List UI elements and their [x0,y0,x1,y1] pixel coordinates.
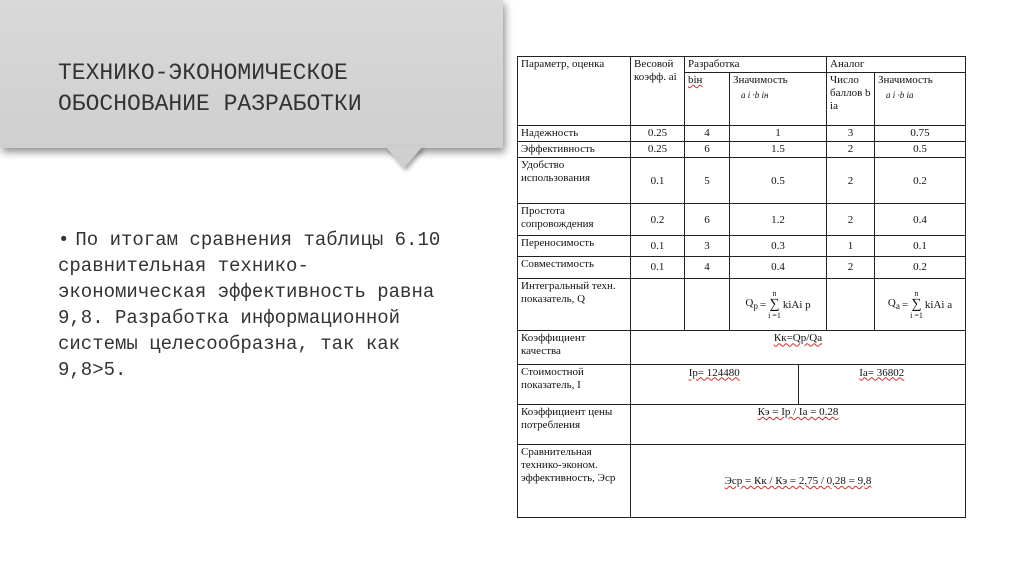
qa-formula: $Q_a$ = n ∑ i =1 kiAi a [875,278,966,330]
header-weight: Весовой коэфф. ai [631,57,685,126]
comparison-table [517,56,965,518]
bullet-text: По итогам сравнения таблицы 6.10 сравнительная технико-экономическая эффективность равна 9,8. Разработка информационной системы целесообразна, так как 9,8>5. [58,229,441,381]
table-row: Эффективность 0.25 6 1.5 2 0.5 [518,141,966,157]
bullet-paragraph [58,227,448,383]
table-row: Переносимость 0.1 3 0.3 1 0.1 [518,236,966,256]
header-bin: bін [685,73,730,125]
table-row: Надежность 0.25 4 1 3 0.75 [518,125,966,141]
cost-ia: Iа= 36802 [859,366,905,379]
cost-row: Стоимостной показатель, I Iр= 124480 Iа= 36802 [518,364,966,404]
header-signif-an: Значимость a i ·b ia [875,73,966,125]
banner-pointer [385,146,423,168]
efficiency-row: Сравнительная технико-эконом. эффективность, Эср Эср = Кк / Кэ = 2,75 / 0,28 = 9,8 [518,445,966,518]
slide-title: ТЕХНИКО-ЭКОНОМИЧЕСКОЕ ОБОСНОВАНИЕ РАЗРАБОТКИ [58,60,362,117]
header-score: Число баллов b ia [827,73,875,125]
header-analog: Аналог [827,57,966,73]
header-dev: Разработка [685,57,827,73]
header-param: Параметр, оценка [518,57,631,126]
table-row: Совместимость 0.1 4 0.4 2 0.2 [518,256,966,278]
qp-formula: $Q_p$ = n ∑ i =1 kiAi p [730,278,827,330]
table-row: Простота сопровождения 0.2 6 1.2 2 0.4 [518,204,966,236]
header-signif-dev: Значимость a i ·b iн [730,73,827,125]
quality-row: Коэффициент качества Кк=Qр/Qа [518,331,966,364]
cost-ip: Iр= 124480 [631,365,799,404]
title-banner [0,0,503,148]
bullet-marker: • [58,229,70,251]
integral-row: Интегральный техн. показатель, Q $Q_p$ = n ∑ i =1 kiAi p $Q_a$ = n ∑ i =1 kiAi a [518,278,966,330]
table-row: Удобство использования 0.1 5 0.5 2 0.2 [518,157,966,203]
consumption-row: Коэффициент цены потребления Кэ = Iр / Iа = 0.28 [518,404,966,444]
